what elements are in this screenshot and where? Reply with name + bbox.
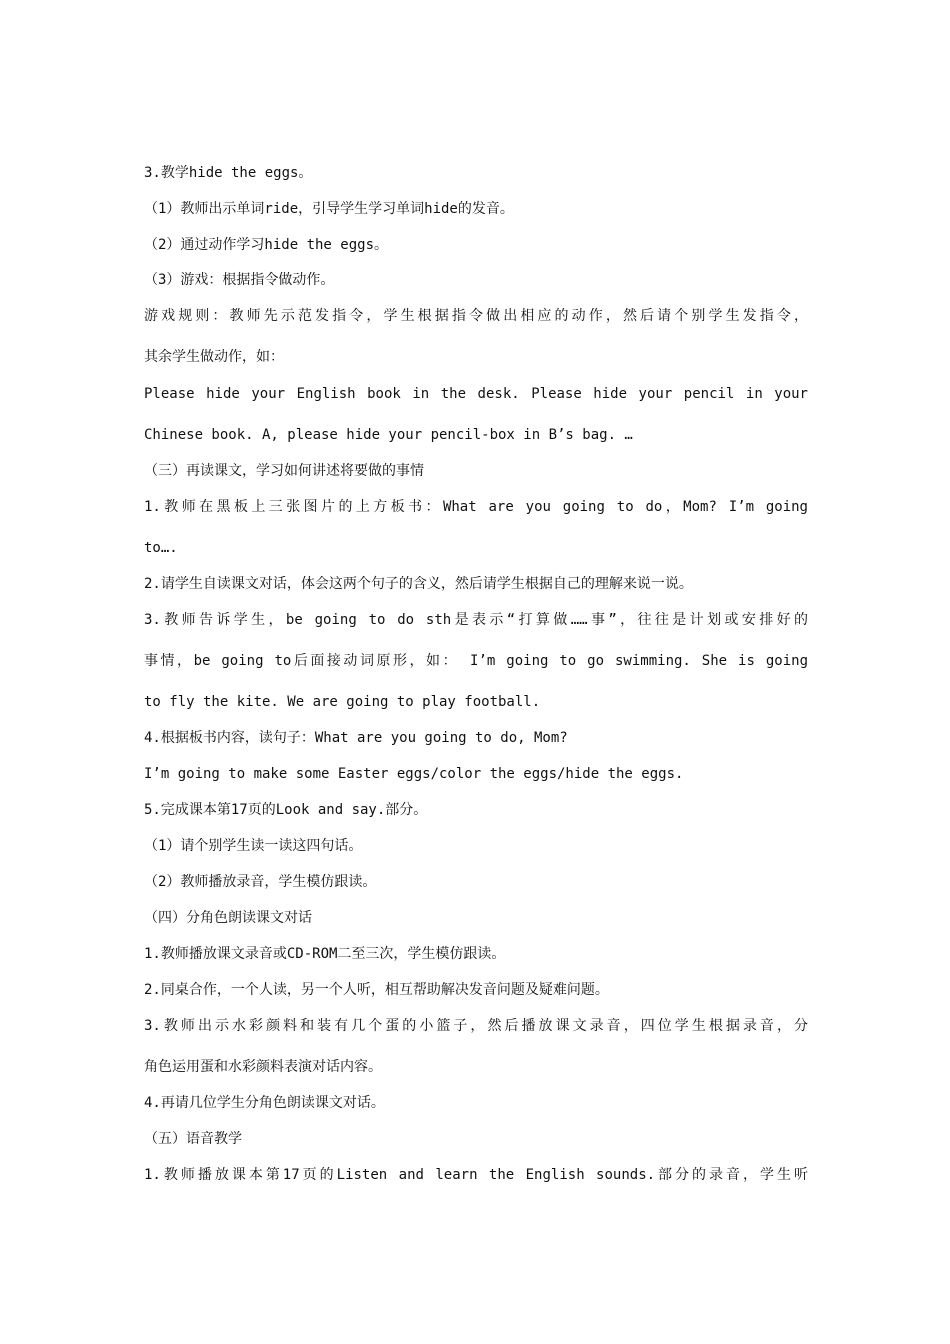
text-line: （1）教师出示单词ride，引导学生学习单词hide的发音。 (144, 201, 514, 217)
text-line: 4.根据板书内容，读句子：What are you going to do, Mom? (144, 730, 568, 746)
text-line: （3）游戏：根据指令做动作。 (144, 272, 335, 288)
text-line: to…. (144, 540, 178, 556)
text-line: to fly the kite. We are going to play football. (144, 694, 541, 710)
text-line: （2）教师播放录音，学生模仿跟读。 (144, 874, 377, 890)
text-line: 角色运用蛋和水彩颜料表演对话内容。 (144, 1059, 382, 1075)
document-page (144, 0, 808, 1344)
section-heading: （三）再读课文，学习如何讲述将要做的事情 (144, 463, 424, 479)
text-line: 3.教师出示水彩颜料和装有几个蛋的小篮子，然后播放课文录音，四位学生根据录音，分 (144, 1018, 808, 1034)
text-line: （1）请个别学生读一读这四句话。 (144, 838, 363, 854)
text-line: 1.教师在黑板上三张图片的上方板书：What are you going to do，Mom? I’m going (144, 499, 808, 515)
text-line: 游戏规则：教师先示范发指令，学生根据指令做出相应的动作，然后请个别学生发指令， (144, 308, 808, 324)
text-line: 事情，be going to后面接动词原形，如： I’m going to go swimming. She is going (144, 653, 808, 669)
text-line: Please hide your English book in the desk. Please hide your pencil in your (144, 386, 808, 402)
text-line: 2.同桌合作，一个人读，另一个人听，相互帮助解决发音问题及疑难问题。 (144, 982, 609, 998)
text-line: I’m going to make some Easter eggs/color the eggs/hide the eggs. (144, 766, 684, 782)
section-heading: （四）分角色朗读课文对话 (144, 910, 312, 926)
text-line: 1.教师播放课本第17页的Listen and learn the English sounds.部分的录音，学生听 (144, 1167, 808, 1183)
text-line: 4.再请几位学生分角色朗读课文对话。 (144, 1095, 385, 1111)
text-line: 3.教师告诉学生，be going to do sth是表示“打算做……事”，往往是计划或安排好的 (144, 612, 808, 628)
text-line: （2）通过动作学习hide the eggs。 (144, 237, 389, 253)
text-line: 1.教师播放课文录音或CD-ROM二至三次，学生模仿跟读。 (144, 946, 506, 962)
text-line: 2.请学生自读课文对话，体会这两个句子的含义，然后请学生根据自己的理解来说一说。 (144, 576, 693, 592)
text-line: Chinese book. A, please hide your pencil-box in B’s bag. … (144, 427, 633, 443)
text-line: 其余学生做动作，如： (144, 349, 284, 365)
text-line: 3.教学hide the eggs。 (144, 165, 313, 181)
section-heading: （五）语音教学 (144, 1131, 242, 1147)
text-line: 5.完成课本第17页的Look and say.部分。 (144, 802, 428, 818)
